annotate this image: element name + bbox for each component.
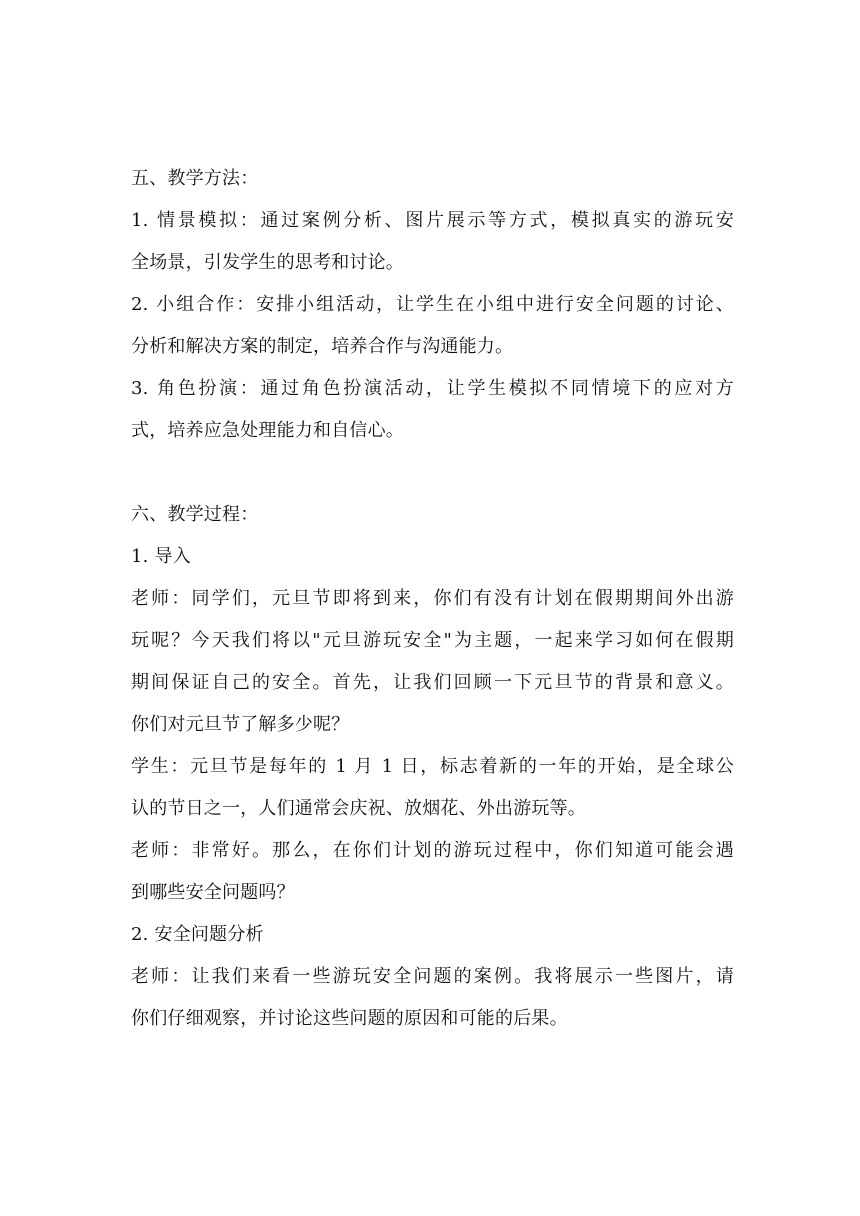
- teacher-dialogue-line: 老师：同学们，元旦节即将到来，你们有没有计划在假期期间外出游: [131, 588, 734, 609]
- method-item-1-line-1: 1. 情景模拟：通过案例分析、图片展示等方式，模拟真实的游玩安: [131, 210, 734, 231]
- paragraph-gap: [131, 452, 734, 494]
- teacher-dialogue-line: 到哪些安全问题吗？: [131, 882, 295, 903]
- teacher-dialogue-line: 你们仔细观察，并讨论这些问题的原因和可能的后果。: [131, 1008, 568, 1029]
- teacher-dialogue-line: 你们对元旦节了解多少呢？: [131, 714, 350, 735]
- step-title-introduction: 1. 导入: [131, 546, 191, 567]
- teacher-dialogue-line: 玩呢？今天我们将以"元旦游玩安全"为主题，一起来学习如何在假期: [131, 630, 734, 651]
- method-item-1-line-2: 全场景，引发学生的思考和讨论。: [131, 252, 404, 273]
- section-heading-teaching-methods: 五、教学方法：: [131, 168, 259, 189]
- document-body: [131, 158, 734, 1040]
- teacher-dialogue-line: 老师：非常好。那么，在你们计划的游玩过程中，你们知道可能会遇: [131, 840, 734, 861]
- student-dialogue-line: 认的节日之一，人们通常会庆祝、放烟花、外出游玩等。: [131, 798, 586, 819]
- method-item-2-line-2: 分析和解决方案的制定，培养合作与沟通能力。: [131, 336, 514, 357]
- method-item-2-line-1: 2. 小组合作：安排小组活动，让学生在小组中进行安全问题的讨论、: [131, 294, 734, 315]
- teacher-dialogue-line: 期间保证自己的安全。首先，让我们回顾一下元旦节的背景和意义。: [131, 672, 734, 693]
- step-title-safety-analysis: 2. 安全问题分析: [131, 924, 264, 945]
- method-item-3-line-2: 式，培养应急处理能力和自信心。: [131, 420, 404, 441]
- method-item-3-line-1: 3. 角色扮演：通过角色扮演活动，让学生模拟不同情境下的应对方: [131, 378, 734, 399]
- teacher-dialogue-line: 老师：让我们来看一些游玩安全问题的案例。我将展示一些图片，请: [131, 966, 734, 987]
- student-dialogue-line: 学生：元旦节是每年的 1 月 1 日，标志着新的一年的开始，是全球公: [131, 756, 734, 777]
- section-heading-teaching-process: 六、教学过程：: [131, 504, 259, 525]
